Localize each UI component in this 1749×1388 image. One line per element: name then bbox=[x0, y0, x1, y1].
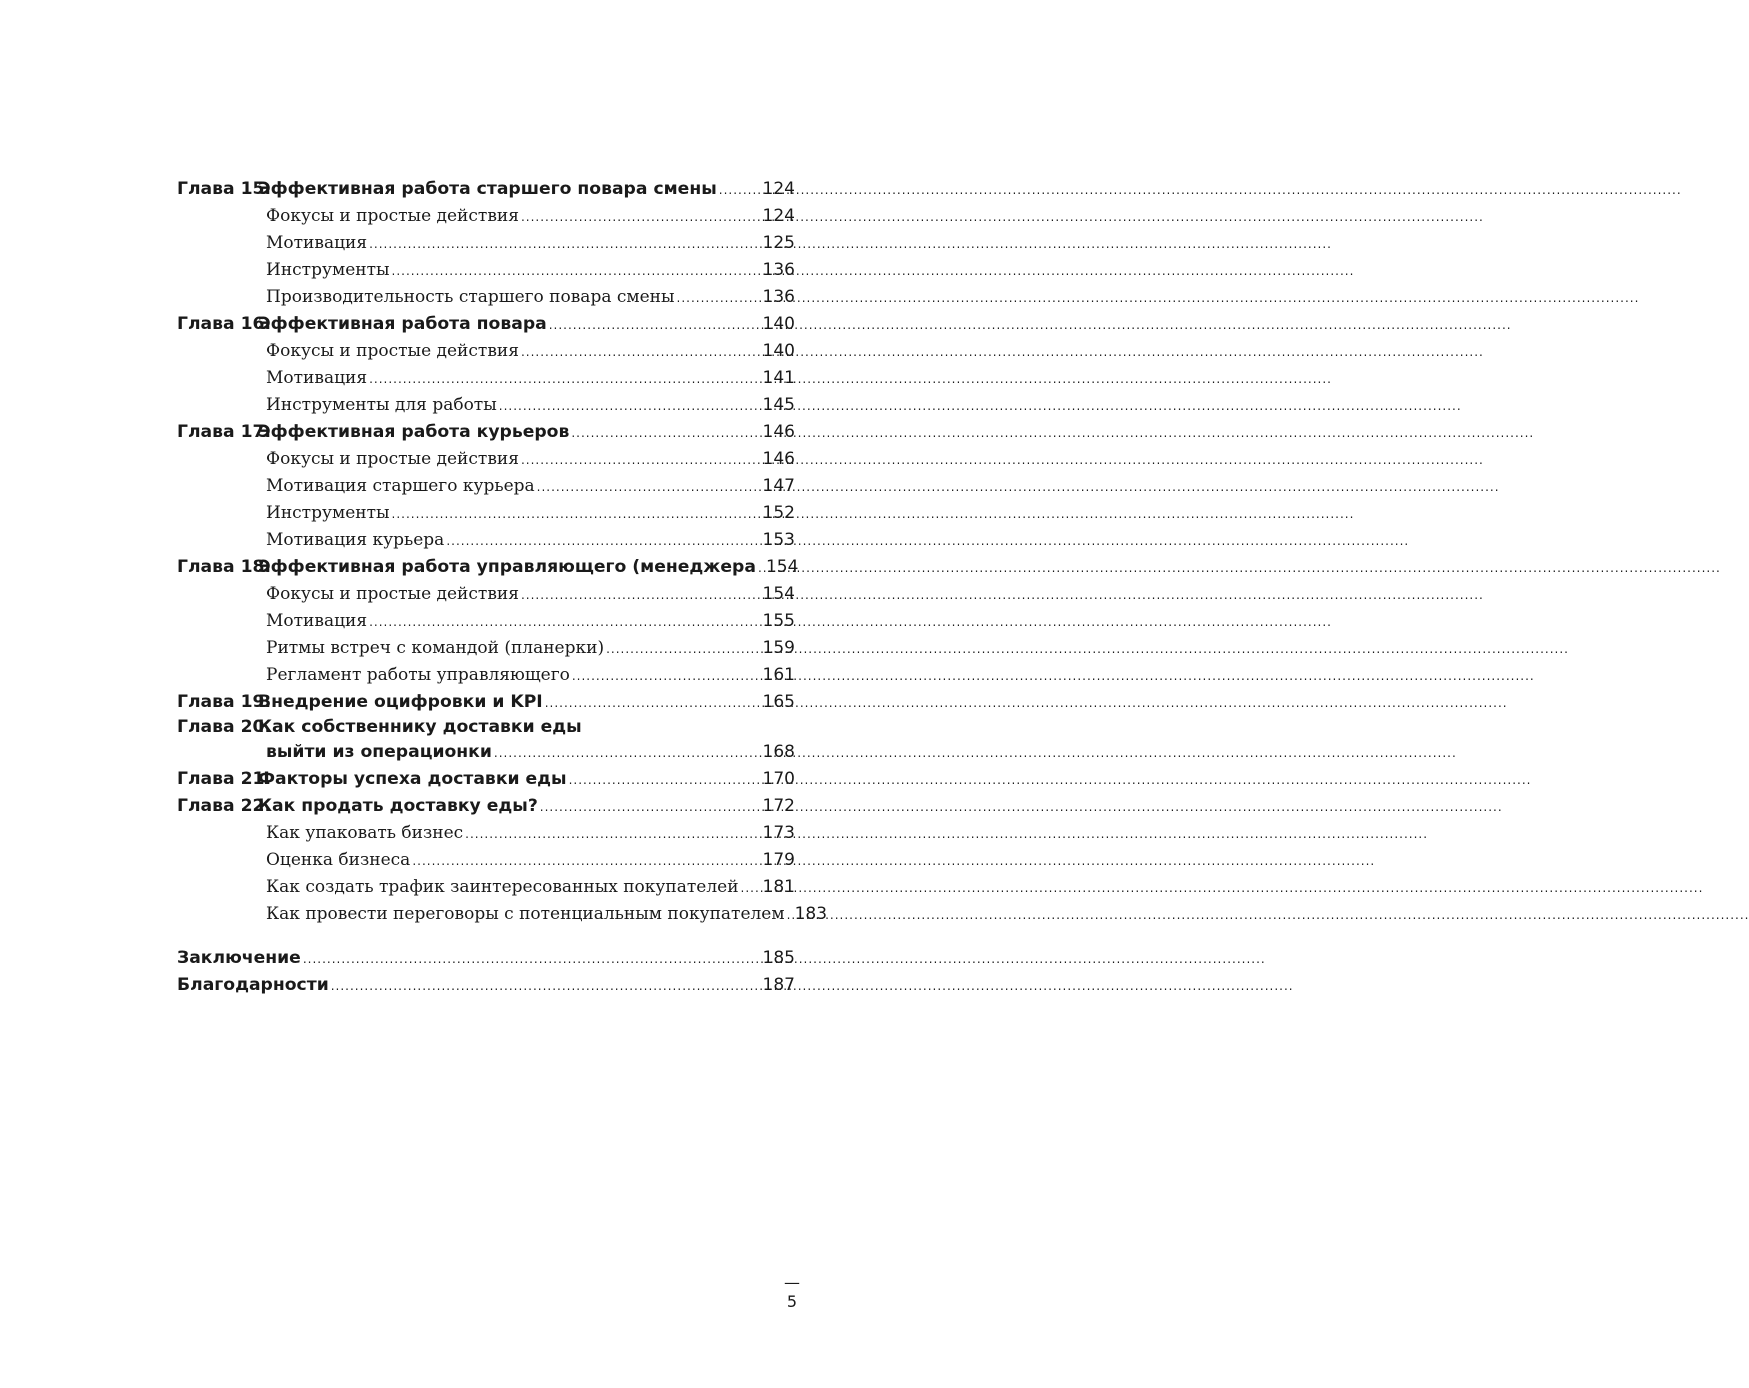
dot-leader bbox=[569, 767, 761, 794]
toc-chapter-21[interactable] bbox=[177, 766, 795, 793]
dot-leader bbox=[537, 474, 761, 501]
section-title: Ритмы встреч с командой (планерки) bbox=[266, 638, 605, 658]
chapter-number: Глава 22. bbox=[177, 796, 272, 816]
toc-chapter-20[interactable] bbox=[177, 716, 795, 766]
toc-section[interactable] bbox=[177, 500, 795, 527]
toc-section[interactable] bbox=[177, 203, 795, 230]
toc-section[interactable] bbox=[177, 338, 795, 365]
page-number: 161 bbox=[762, 665, 795, 685]
toc-section[interactable] bbox=[177, 901, 828, 928]
chapter-title-line2: выйти из операционки bbox=[266, 742, 492, 762]
section-title: Инструменты bbox=[266, 503, 390, 523]
chapter-number: Глава 20. bbox=[177, 717, 272, 737]
dot-leader bbox=[465, 821, 760, 848]
toc-section[interactable] bbox=[177, 257, 795, 284]
dot-leader bbox=[331, 973, 761, 1000]
page-number: 154 bbox=[765, 557, 799, 577]
chapter-title: Внедрение оцифровки и KPI bbox=[258, 692, 543, 712]
toc-section[interactable] bbox=[177, 284, 795, 311]
page-number: 124 bbox=[762, 179, 795, 199]
page-number: 159 bbox=[762, 638, 795, 658]
section-title: Фокусы и простые действия bbox=[266, 449, 519, 469]
section-title: Фокусы и простые действия bbox=[266, 584, 519, 604]
section-title: Мотивация старшего курьера bbox=[266, 476, 535, 496]
toc-section[interactable] bbox=[177, 392, 795, 419]
dot-leader bbox=[369, 609, 760, 636]
dot-leader bbox=[446, 528, 760, 555]
page-number: 183 bbox=[794, 904, 828, 924]
dot-leader bbox=[392, 501, 761, 528]
dot-leader bbox=[499, 393, 761, 420]
section-title: Как создать трафик заинтересованных покупателей bbox=[266, 877, 739, 897]
dot-leader bbox=[521, 339, 761, 366]
page-number: 173 bbox=[762, 823, 795, 843]
dot-leader bbox=[719, 177, 761, 204]
dot-leader bbox=[521, 582, 761, 609]
chapter-number: Глава 17. bbox=[177, 422, 272, 442]
page-number: 170 bbox=[762, 769, 795, 789]
page-number: 141 bbox=[762, 368, 795, 388]
page-number: 147 bbox=[762, 476, 795, 496]
chapter-number: Глава 15. bbox=[177, 179, 272, 199]
page-number: 140 bbox=[762, 341, 795, 361]
section-title: Регламент работы управляющего bbox=[266, 665, 570, 685]
toc-section[interactable] bbox=[177, 446, 795, 473]
section-title: Мотивация курьера bbox=[266, 530, 445, 550]
chapter-title: Как продать доставку еды? bbox=[258, 796, 538, 816]
toc-section[interactable] bbox=[177, 662, 795, 689]
section-title: Как упаковать бизнес bbox=[266, 823, 464, 843]
page-number: 152 bbox=[762, 503, 795, 523]
section-title: Мотивация bbox=[266, 611, 368, 631]
page-number: 136 bbox=[762, 287, 795, 307]
section-title: Инструменты для работы bbox=[266, 395, 497, 415]
chapter-number: Глава 16. bbox=[177, 314, 272, 334]
toc-section[interactable] bbox=[177, 473, 795, 500]
page-number: 125 bbox=[762, 233, 795, 253]
page-number: 172 bbox=[762, 796, 795, 816]
dot-leader bbox=[606, 636, 760, 663]
folio-dash: — bbox=[784, 1273, 800, 1292]
toc-acknowledgements[interactable] bbox=[177, 972, 795, 999]
dot-leader bbox=[545, 690, 761, 717]
page-number: 146 bbox=[762, 449, 795, 469]
section-title: Мотивация bbox=[266, 233, 368, 253]
page-number: 185 bbox=[762, 948, 795, 968]
dot-leader bbox=[392, 258, 761, 285]
back-matter-title: Заключение bbox=[177, 948, 301, 968]
toc-chapter-18[interactable] bbox=[177, 554, 799, 581]
dot-leader bbox=[521, 204, 761, 231]
page-number: 145 bbox=[762, 395, 795, 415]
table-of-contents bbox=[177, 176, 828, 999]
toc-chapter-17[interactable] bbox=[177, 419, 795, 446]
page-number: 124 bbox=[762, 206, 795, 226]
chapter-title: Эффективная работа старшего повара смены bbox=[258, 179, 717, 199]
toc-section[interactable] bbox=[177, 874, 795, 901]
chapter-title: Эффективная работа курьеров bbox=[258, 422, 570, 442]
dot-leader bbox=[303, 946, 761, 973]
page-number: 155 bbox=[762, 611, 795, 631]
folio-page-number: 5 bbox=[786, 1292, 798, 1311]
dot-leader bbox=[521, 447, 761, 474]
section-title: Производительность старшего повара смены bbox=[266, 287, 675, 307]
toc-section[interactable] bbox=[177, 527, 795, 554]
toc-chapter-19[interactable] bbox=[177, 689, 795, 716]
chapter-number: Глава 18. bbox=[177, 557, 272, 577]
chapter-title: Факторы успеха доставки еды bbox=[258, 769, 567, 789]
toc-chapter-22[interactable] bbox=[177, 793, 795, 820]
section-title: Как провести переговоры с потенциальным покупателем bbox=[266, 904, 785, 924]
toc-section[interactable] bbox=[177, 581, 795, 608]
section-title: Фокусы и простые действия bbox=[266, 341, 519, 361]
toc-section[interactable] bbox=[177, 608, 795, 635]
page-folio bbox=[782, 1273, 802, 1312]
page-number: 187 bbox=[762, 975, 795, 995]
toc-conclusion[interactable] bbox=[177, 945, 795, 972]
page-number: 168 bbox=[762, 742, 795, 762]
section-title: Фокусы и простые действия bbox=[266, 206, 519, 226]
chapter-number: Глава 19. bbox=[177, 692, 272, 712]
back-matter-title: Благодарности bbox=[177, 975, 329, 995]
toc-section[interactable] bbox=[177, 847, 795, 874]
page-number: 153 bbox=[762, 530, 795, 550]
chapter-number: Глава 21. bbox=[177, 769, 272, 789]
section-title: Мотивация bbox=[266, 368, 368, 388]
section-title: Инструменты bbox=[266, 260, 390, 280]
toc-section[interactable] bbox=[177, 635, 795, 662]
page-number: 140 bbox=[762, 314, 795, 334]
toc-section[interactable] bbox=[177, 230, 795, 257]
section-title: Оценка бизнеса bbox=[266, 850, 411, 870]
chapter-title-line1: Как собственнику доставки еды bbox=[258, 717, 582, 737]
dot-leader bbox=[758, 555, 764, 582]
dot-leader bbox=[549, 312, 761, 339]
page-number: 165 bbox=[762, 692, 795, 712]
dot-leader bbox=[540, 794, 761, 821]
toc-section[interactable] bbox=[177, 820, 795, 847]
page-number: 146 bbox=[762, 422, 795, 442]
section-gap bbox=[177, 928, 795, 945]
page-number: 181 bbox=[762, 877, 795, 897]
dot-leader bbox=[741, 875, 761, 902]
page-number: 136 bbox=[762, 260, 795, 280]
dot-leader bbox=[572, 663, 761, 690]
dot-leader bbox=[412, 848, 760, 875]
dot-leader bbox=[494, 740, 761, 767]
dot-leader bbox=[571, 420, 760, 447]
dot-leader bbox=[677, 285, 761, 312]
dot-leader bbox=[369, 366, 760, 393]
toc-section[interactable] bbox=[177, 365, 795, 392]
toc-chapter-16[interactable] bbox=[177, 311, 795, 338]
page-number: 154 bbox=[762, 584, 795, 604]
dot-leader bbox=[369, 231, 760, 258]
page-number: 179 bbox=[762, 850, 795, 870]
toc-chapter-15[interactable] bbox=[177, 176, 795, 203]
dot-leader bbox=[787, 902, 793, 929]
chapter-title: Эффективная работа повара bbox=[258, 314, 547, 334]
chapter-title: Эффективная работа управляющего (менеджера bbox=[258, 557, 756, 577]
